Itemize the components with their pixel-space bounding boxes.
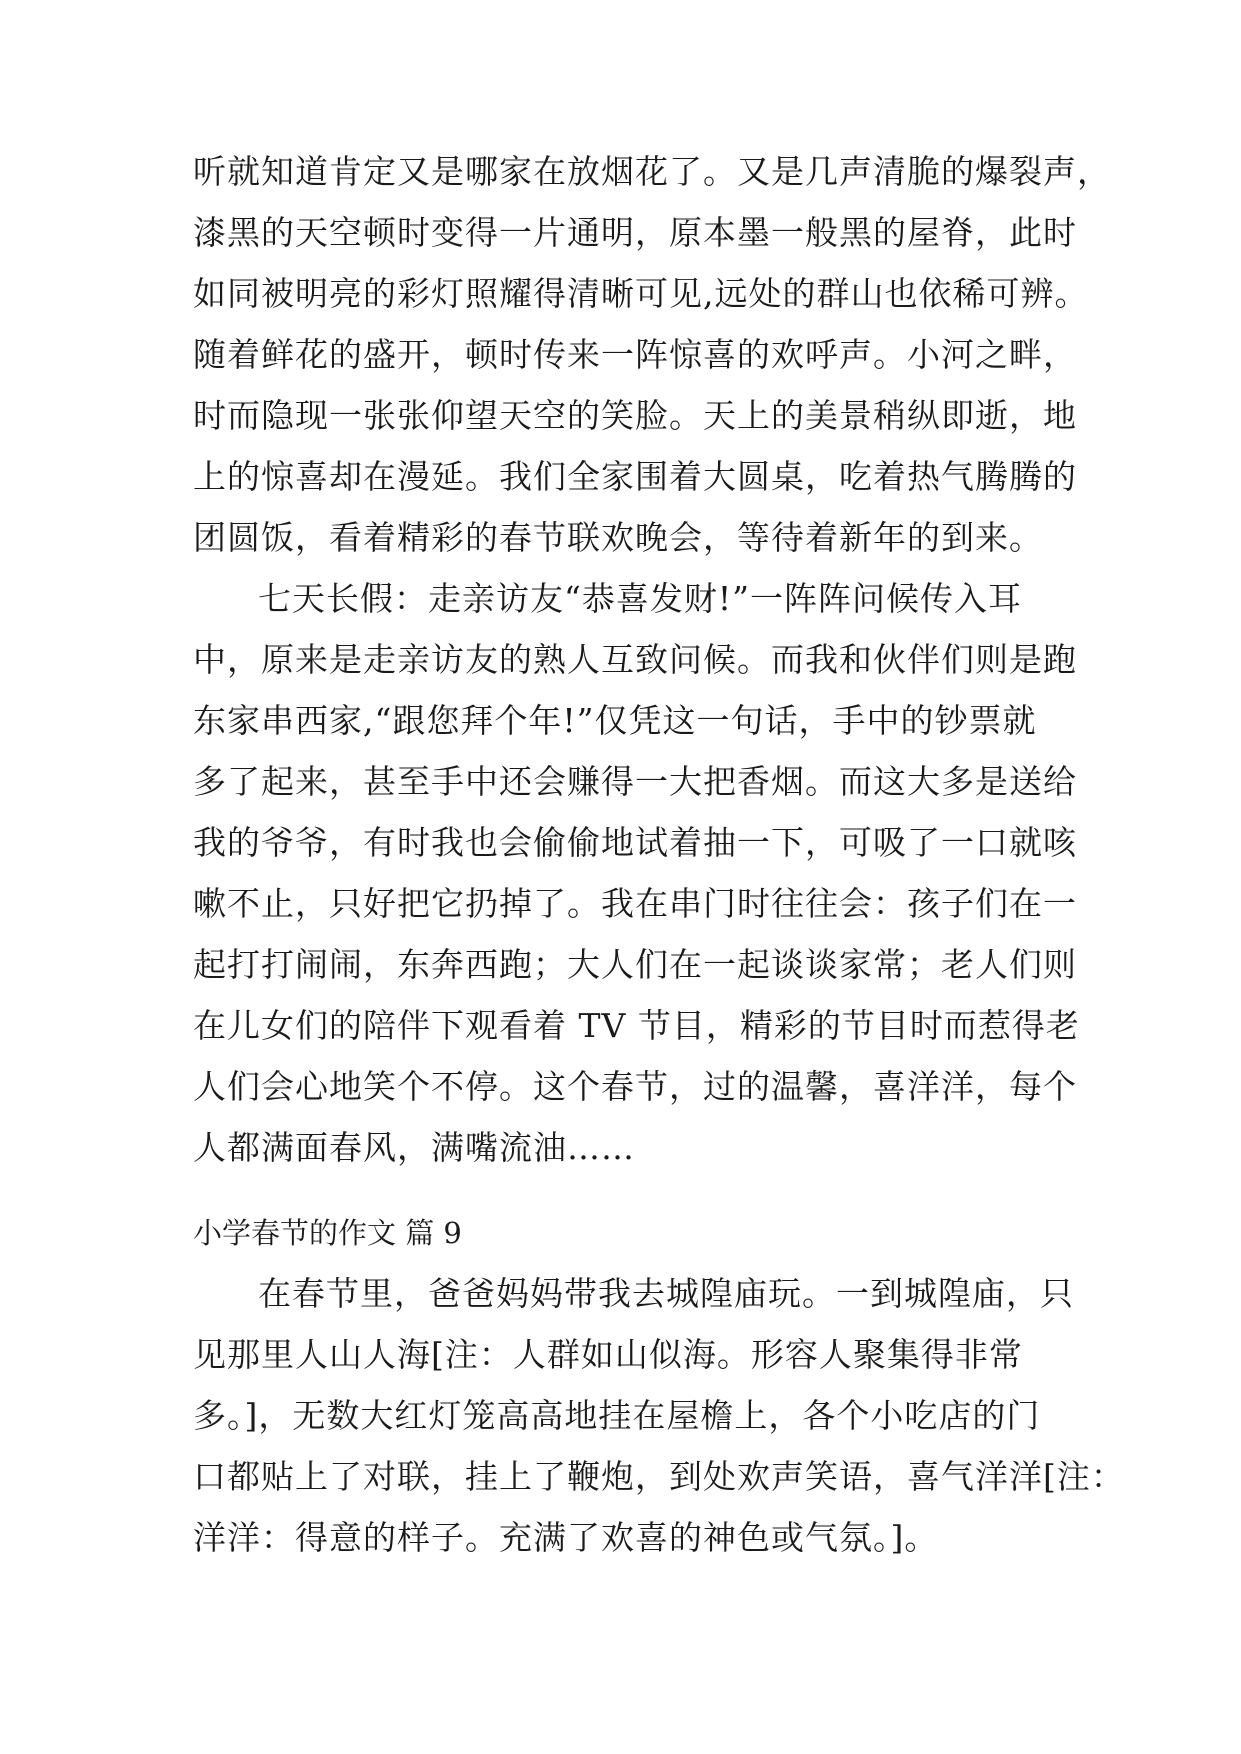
paragraph-line: 多了起来，甚至手中还会赚得一大把香烟。而这大多是送给 <box>193 762 1077 801</box>
paragraph-line: 听就知道肯定又是哪家在放烟花了。又是几声清脆的爆裂声， <box>193 152 1111 191</box>
paragraph-line: 口都贴上了对联，挂上了鞭炮，到处欢声笑语，喜气洋洋[注： <box>193 1457 1125 1496</box>
paragraph-line: 团圆饭，看着精彩的春节联欢晚会，等待着新年的到来。 <box>193 518 1043 557</box>
paragraph-line: 人们会心地笑个不停。这个春节，过的温馨，喜洋洋，每个 <box>193 1067 1077 1106</box>
paragraph-line: 如同被明亮的彩灯照耀得清晰可见,远处的群山也依稀可辨。 <box>193 274 1089 313</box>
paragraph-line: 嗽不止，只好把它扔掉了。我在串门时往往会：孩子们在一 <box>193 884 1077 923</box>
paragraph-line: 起打打闹闹，东奔西跑；大人们在一起谈谈家常；老人们则 <box>193 945 1077 984</box>
paragraph-line: 我的爷爷，有时我也会偷偷地试着抽一下，可吸了一口就咳 <box>193 823 1077 862</box>
paragraph-line: 随着鲜花的盛开，顿时传来一阵惊喜的欢呼声。小河之畔， <box>193 335 1077 374</box>
paragraph-line: 洋洋：得意的样子。充满了欢喜的神色或气氛。]。 <box>193 1518 939 1557</box>
section-heading: 小学春节的作文 篇 9 <box>193 1216 462 1250</box>
paragraph-line: 漆黑的天空顿时变得一片通明，原本墨一般黑的屋脊，此时 <box>193 213 1077 252</box>
paragraph-line: 时而隐现一张张仰望天空的笑脸。天上的美景稍纵即逝，地 <box>193 396 1077 435</box>
paragraph-line: 在春节里，爸爸妈妈带我去城隍庙玩。一到城隍庙，只 <box>258 1274 1074 1313</box>
paragraph-line: 中，原来是走亲访友的熟人互致问候。而我和伙伴们则是跑 <box>193 640 1077 679</box>
paragraph-line: 上的惊喜却在漫延。我们全家围着大圆桌，吃着热气腾腾的 <box>193 457 1077 496</box>
paragraph-line: 在儿女们的陪伴下观看着 TV 节目，精彩的节目时而惹得老 <box>193 1006 1080 1045</box>
paragraph-line: 人都满面春风，满嘴流油…… <box>193 1128 635 1167</box>
paragraph-line: 见那里人山人海[注：人群如山似海。形容人聚集得非常 <box>193 1335 1023 1374</box>
paragraph-line: 七天长假：走亲访友“恭喜发财!”一阵阵问候传入耳 <box>258 579 1023 618</box>
paragraph-line: 多。]，无数大红灯笼高高地挂在屋檐上，各个小吃店的门 <box>193 1396 1041 1435</box>
paragraph-line: 东家串西家,“跟您拜个年!”仅凭这一句话，手中的钞票就 <box>193 701 1037 740</box>
